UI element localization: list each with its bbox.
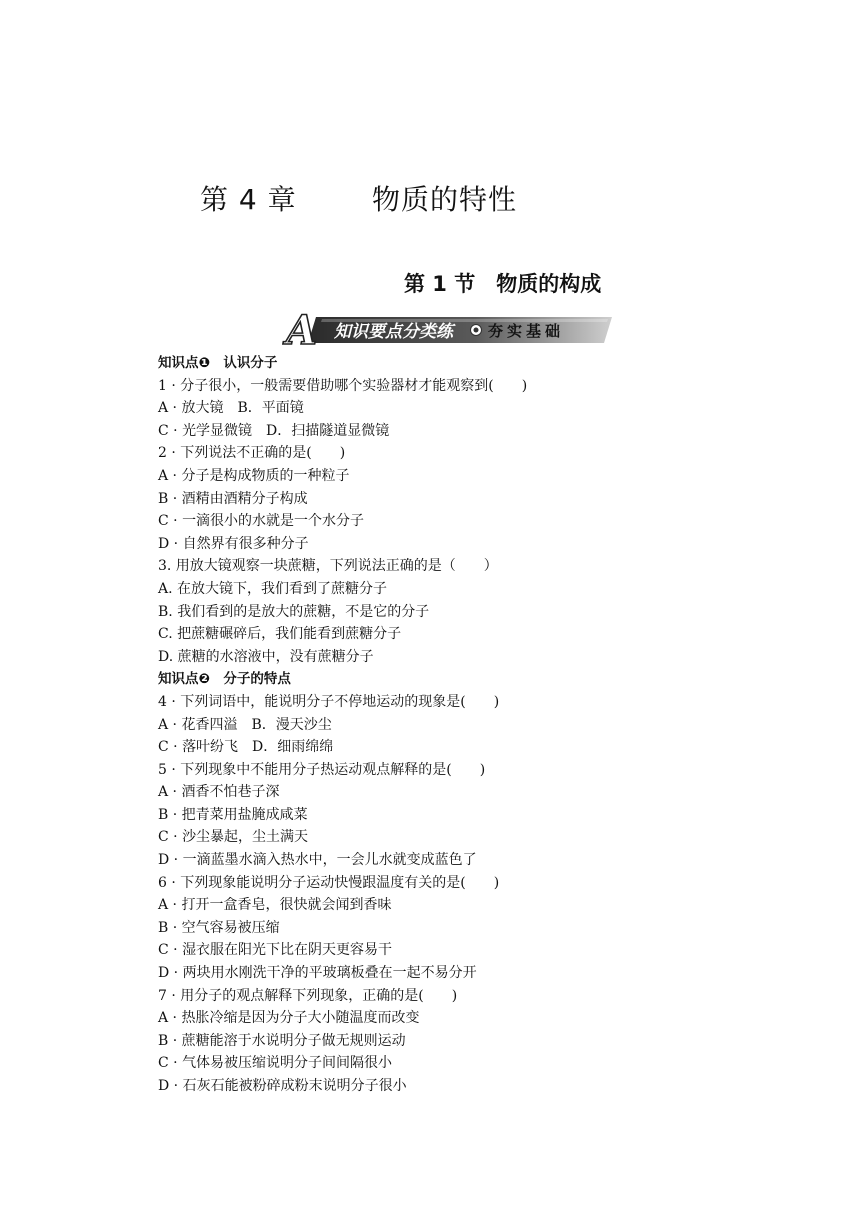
answer-option: D · 自然界有很多种分子 (158, 535, 309, 552)
question-stem: 3. 用放大镜观察一块蔗糖，下列说法正确的是（ ） (158, 558, 498, 575)
answer-option: A · 放大镜 B．平面镜 (158, 400, 304, 417)
answer-option: D · 石灰石能被粉碎成粉末说明分子很小 (158, 1078, 407, 1094)
answer-option: A · 酒香不怕巷子深 (158, 784, 280, 801)
question-stem: 2 · 下列说法不正确的是( ) (158, 445, 346, 462)
answer-option: B · 空气容易被压缩 (158, 919, 280, 936)
knowledge-point-heading: 知识点❷ 分子的特点 (158, 671, 291, 688)
answer-option: B · 酒精由酒精分子构成 (158, 490, 308, 507)
banner-dot-inner-icon (474, 328, 479, 333)
question-stem: 1 · 分子很小，一般需要借助哪个实验器材才能观察到( ) (158, 377, 528, 394)
answer-option: C. 把蔗糖碾碎后，我们能看到蔗糖分子 (158, 626, 402, 643)
question-stem: 4 · 下列词语中，能说明分子不停地运动的现象是( ) (158, 693, 500, 710)
section-title: 第 1 节 物质的构成 (404, 272, 602, 296)
answer-option: C · 光学显微镜 D．扫描隧道显微镜 (158, 422, 390, 439)
answer-option: D · 一滴蓝墨水滴入热水中，一会儿水就变成蓝色了 (158, 852, 477, 869)
chapter-title: 物质的特性 (372, 183, 518, 216)
answer-option: A · 打开一盒香皂，很快就会闻到香味 (158, 897, 392, 914)
answer-option: B · 蔗糖能溶于水说明分子做无规则运动 (158, 1032, 406, 1049)
answer-option: C · 一滴很小的水就是一个水分子 (158, 513, 365, 530)
knowledge-point-heading: 知识点❶ 认识分子 (158, 355, 278, 371)
exercise-content (158, 352, 778, 1098)
question-stem: 7 · 用分子的观点解释下列现象，正确的是( ) (158, 987, 458, 1004)
question-stem: 6 · 下列现象能说明分子运动快慢跟温度有关的是( ) (158, 874, 500, 891)
answer-option: C · 落叶纷飞 D．细雨绵绵 (158, 739, 334, 756)
banner-main-text: 知识要点分类练 (334, 322, 453, 342)
answer-option: A. 在放大镜下，我们看到了蔗糖分子 (158, 580, 388, 597)
answer-option: A · 热胀冷缩是因为分子大小随温度而改变 (158, 1010, 420, 1027)
section-banner (282, 309, 616, 349)
answer-option: C · 沙尘暴起，尘土满天 (158, 829, 309, 846)
answer-option: D · 两块用水刚洗干净的平玻璃板叠在一起不易分开 (158, 965, 477, 982)
banner-letter: A (286, 309, 318, 349)
answer-option: C · 气体易被压缩说明分子间间隔很小 (158, 1055, 393, 1072)
banner-sub-text: 夯实基础 (488, 322, 565, 340)
answer-option: C · 湿衣服在阳光下比在阴天更容易干 (158, 942, 393, 959)
answer-option: B. 我们看到的是放大的蔗糖，不是它的分子 (158, 603, 430, 620)
answer-option: B · 把青菜用盐腌成咸菜 (158, 806, 308, 823)
chapter-heading (200, 178, 517, 218)
chapter-number: 第 4 章 (200, 183, 297, 216)
answer-option: A · 花香四溢 B．漫天沙尘 (158, 716, 332, 733)
question-stem: 5 · 下列现象中不能用分子热运动观点解释的是( ) (158, 761, 486, 778)
answer-option: A · 分子是构成物质的一种粒子 (158, 467, 350, 484)
answer-option: D. 蔗糖的水溶液中，没有蔗糖分子 (158, 648, 374, 665)
